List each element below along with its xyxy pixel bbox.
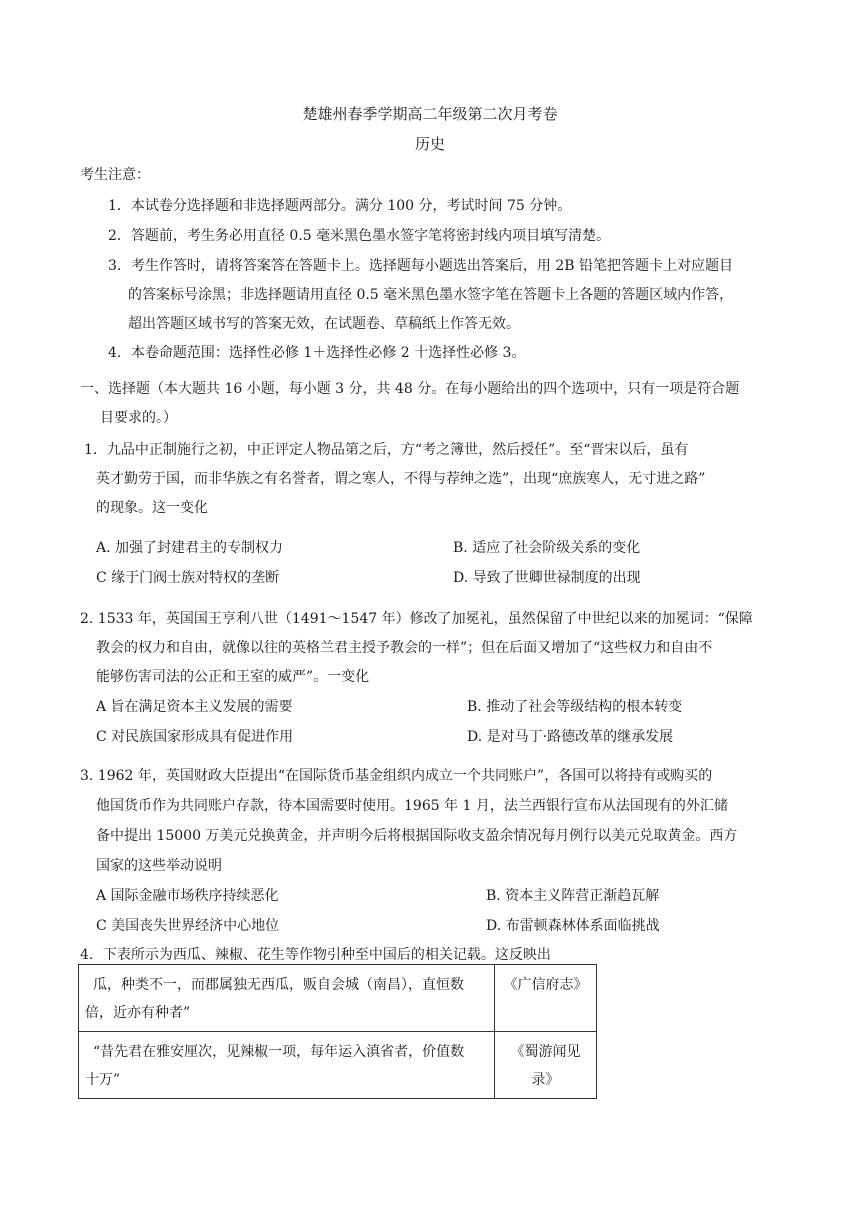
q3-line-1: 3. 1962 年，英国财政大臣提出“在国际货币基金组织内成立一个共同账户”，各国可以将持有或购买的 bbox=[80, 768, 713, 784]
section-heading-cont: 目要求的。） bbox=[100, 410, 177, 426]
q3-line-3: 备中提出 15000 万美元兑换黄金，并声明今后将根据国际收支盈余情况每月例行以美元兑取黄金。西方 bbox=[96, 828, 738, 844]
q3-line-4: 国家的这些举动说明 bbox=[96, 858, 222, 874]
q2-line-2: 教会的权力和自由，就像以往的英格兰君主授予教会的一样”；但在后面又增加了“这些权力和自由不 bbox=[96, 640, 713, 656]
notice-item-4: 4．本卷命题范围：选择性必修 1＋选择性必修 2 十选择性必修 3。 bbox=[108, 345, 526, 361]
cell-line: 瓜，种类不一，而郡属独无西瓜，贩自会城（南昌），直恒数 bbox=[93, 977, 464, 993]
table-row bbox=[79, 965, 597, 1032]
table-cell-source bbox=[495, 965, 597, 1032]
q2-line-3: 能够伤害司法的公正和王室的威严”。一变化 bbox=[96, 669, 370, 685]
q2-line-1: 2. 1533 年，英国国王亨利八世（1491～1547 年）修改了加冕礼，虽然保留了中世纪以来的加冕词：“保障 bbox=[80, 611, 753, 627]
q1-option-c[interactable]: C 缘于门阀士族对特权的垄断 bbox=[96, 570, 280, 586]
q3-option-a[interactable]: A 国际金融市场秩序持续恶化 bbox=[96, 888, 279, 904]
q2-option-c[interactable]: C 对民族国家形成具有促进作用 bbox=[96, 729, 294, 745]
table-cell-text bbox=[79, 1032, 495, 1099]
q3-option-c[interactable]: C 美国丧失世界经济中心地位 bbox=[96, 918, 280, 934]
q4-stem: 4．下表所示为西瓜、辣椒、花生等作物引种至中国后的相关记载。这反映出 bbox=[80, 947, 551, 963]
q3-option-d[interactable]: D. 布雷顿森林体系面临挑战 bbox=[486, 918, 660, 934]
q1-line-3: 的现象。这一变化 bbox=[96, 500, 208, 516]
q1-option-d[interactable]: D. 导致了世卿世禄制度的出现 bbox=[453, 570, 641, 586]
q3-option-b[interactable]: B. 资本主义阵营正渐趋瓦解 bbox=[486, 888, 660, 904]
q1-option-b[interactable]: B. 适应了社会阶级关系的变化 bbox=[453, 540, 641, 556]
q2-option-a[interactable]: A 旨在满足资本主义发展的需要 bbox=[96, 699, 293, 715]
q2-option-d[interactable]: D. 是对马丁·路德改革的继承发展 bbox=[467, 729, 674, 745]
cell-line: 倍，近亦有种者” bbox=[85, 1005, 191, 1021]
q1-line-1: 1．九品中正制施行之初，中正评定人物品第之后，方“考之簿世，然后授任”。至“晋宋以后，虽有 bbox=[84, 442, 689, 458]
notice-item-2: 2．答题前，考生务必用直径 0.5 毫米黑色墨水签字笔将密封线内项目填写清楚。 bbox=[108, 228, 611, 244]
notice-item-3: 3．考生作答时，请将答案答在答题卡上。选择题每小题选出答案后，用 2B 铅笔把答题卡上对应题目 bbox=[108, 258, 734, 274]
table-cell-text bbox=[79, 965, 495, 1032]
q1-option-a[interactable]: A. 加强了封建君主的专制权力 bbox=[96, 540, 284, 556]
exam-title: 楚雄州春季学期高二年级第二次月考卷 bbox=[302, 105, 558, 123]
cell-line: 十万” bbox=[85, 1072, 121, 1088]
notice-item-3-cont: 的答案标号涂黑；非选择题请用直径 0.5 毫米黑色墨水签字笔在答题卡上各题的答题区域内作答， bbox=[128, 287, 734, 303]
q1-line-2: 英才勤劳于国，而非华族之有名誉者，谓之寒人，不得与荐绅之选”，出现“庶族寒人，无寸进之路” bbox=[96, 471, 706, 487]
table-row bbox=[79, 1032, 597, 1099]
cell-line: “昔先君在雅安厘次，见辣椒一项，每年运入滇省者，价值数 bbox=[93, 1044, 465, 1060]
cell-line: 《蜀游闻见 bbox=[510, 1044, 581, 1060]
section-heading: 一、选择题（本大题共 16 小题，每小题 3 分，共 48 分。在每小题给出的四个选项中，只有一项是符合题 bbox=[80, 381, 740, 397]
notice-item-3-cont2: 超出答题区域书写的答案无效，在试题卷、草稿纸上作答无效。 bbox=[128, 316, 520, 332]
notice-item-1: 1．本试卷分选择题和非选择题两部分。满分 100 分，考试时间 75 分钟。 bbox=[108, 198, 572, 214]
subject-title: 历史 bbox=[414, 135, 445, 153]
q3-line-2: 他国货币作为共同账户存款，待本国需要时使用。1965 年 1 月，法兰西银行宣布从法国现有的外汇储 bbox=[96, 798, 728, 814]
cell-line: 录》 bbox=[531, 1072, 560, 1088]
q4-table bbox=[78, 964, 597, 1099]
cell-line: 《广信府志》 bbox=[503, 977, 588, 993]
notice-heading: 考生注意： bbox=[80, 167, 150, 183]
q2-option-b[interactable]: B. 推动了社会等级结构的根本转变 bbox=[467, 699, 683, 715]
table-cell-source bbox=[495, 1032, 597, 1099]
